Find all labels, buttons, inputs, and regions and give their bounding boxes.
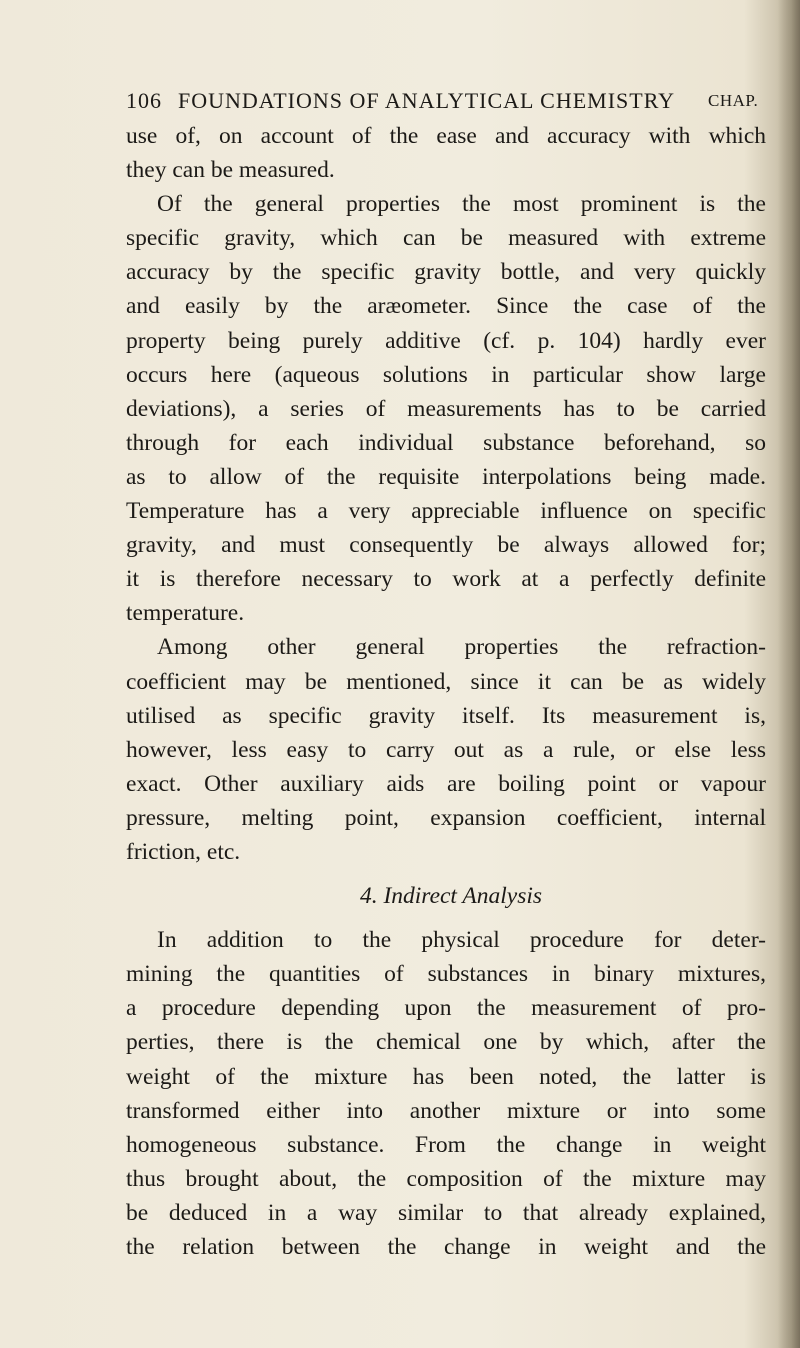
paragraph-indirect-analysis [126, 923, 766, 1264]
text-line: however, less easy to carry out as a rule, or else less [126, 736, 766, 763]
text-line: In addition to the physical procedure for deter- [157, 927, 766, 954]
text-line: friction, etc. [126, 838, 241, 865]
text-line: a procedure depending upon the measurement of pro- [126, 995, 766, 1022]
text-line: accuracy by the specific gravity bottle, and very quickly [126, 259, 766, 286]
text-line: specific gravity, which can be measured with extreme [126, 225, 766, 252]
text-line: mining the quantities of substances in binary mixtures, [126, 961, 766, 988]
page-number: 106 [126, 88, 162, 113]
section-heading: 4. Indirect Analysis [359, 883, 543, 910]
text-line: through for each individual substance beforehand, so [126, 429, 766, 456]
running-title: FOUNDATIONS OF ANALYTICAL CHEMISTRY [178, 88, 676, 113]
text-line: utilised as specific gravity itself. Its measurement is, [126, 702, 766, 729]
paragraph-other-properties [126, 630, 766, 869]
body-text [126, 119, 766, 1264]
chapter-abbrev: CHAP. [708, 91, 759, 110]
page-edge-shadow [778, 0, 800, 1348]
text-line: Temperature has a very appreciable influence on specific [126, 498, 766, 525]
running-header [126, 88, 766, 118]
text-line: gravity, and must consequently be always allowed for; [126, 532, 766, 559]
paragraph-continuation [126, 119, 766, 187]
text-line: perties, there is the chemical one by which, after the [126, 1029, 766, 1056]
text-line: and easily by the aræometer. Since the case of the [126, 293, 766, 320]
text-line: the relation between the change in weight and the [126, 1234, 766, 1260]
text-line: weight of the mixture has been noted, the latter is [126, 1063, 766, 1090]
text-line: transformed either into another mixture or into some [126, 1097, 766, 1124]
text-line: use of, on account of the ease and accuracy with which [126, 123, 766, 149]
text-line: they can be measured. [126, 157, 335, 184]
text-line: pressure, melting point, expansion coefficient, internal [126, 804, 766, 831]
text-line: thus brought about, the composition of the mixture may [126, 1165, 766, 1192]
text-line: property being purely additive (cf. p. 104) hardly ever [126, 327, 766, 354]
text-line: homogeneous substance. From the change in weight [126, 1131, 766, 1158]
text-line: exact. Other auxiliary aids are boiling point or vapour [126, 770, 766, 797]
text-line: as to allow of the requisite interpolations being made. [126, 463, 766, 490]
text-line: temperature. [126, 600, 245, 627]
text-line: it is therefore necessary to work at a perfectly definite [126, 566, 766, 593]
text-line: deviations), a series of measurements has to be carried [126, 395, 766, 422]
text-line: occurs here (aqueous solutions in particular show large [126, 361, 766, 388]
text-line: be deduced in a way similar to that already explained, [126, 1199, 766, 1226]
text-line: Of the general properties the most prominent is the [157, 191, 766, 218]
paragraph-specific-gravity [126, 187, 766, 630]
text-line: coefficient may be mentioned, since it can be as widely [126, 668, 766, 695]
text-line: Among other general properties the refraction- [157, 634, 766, 661]
